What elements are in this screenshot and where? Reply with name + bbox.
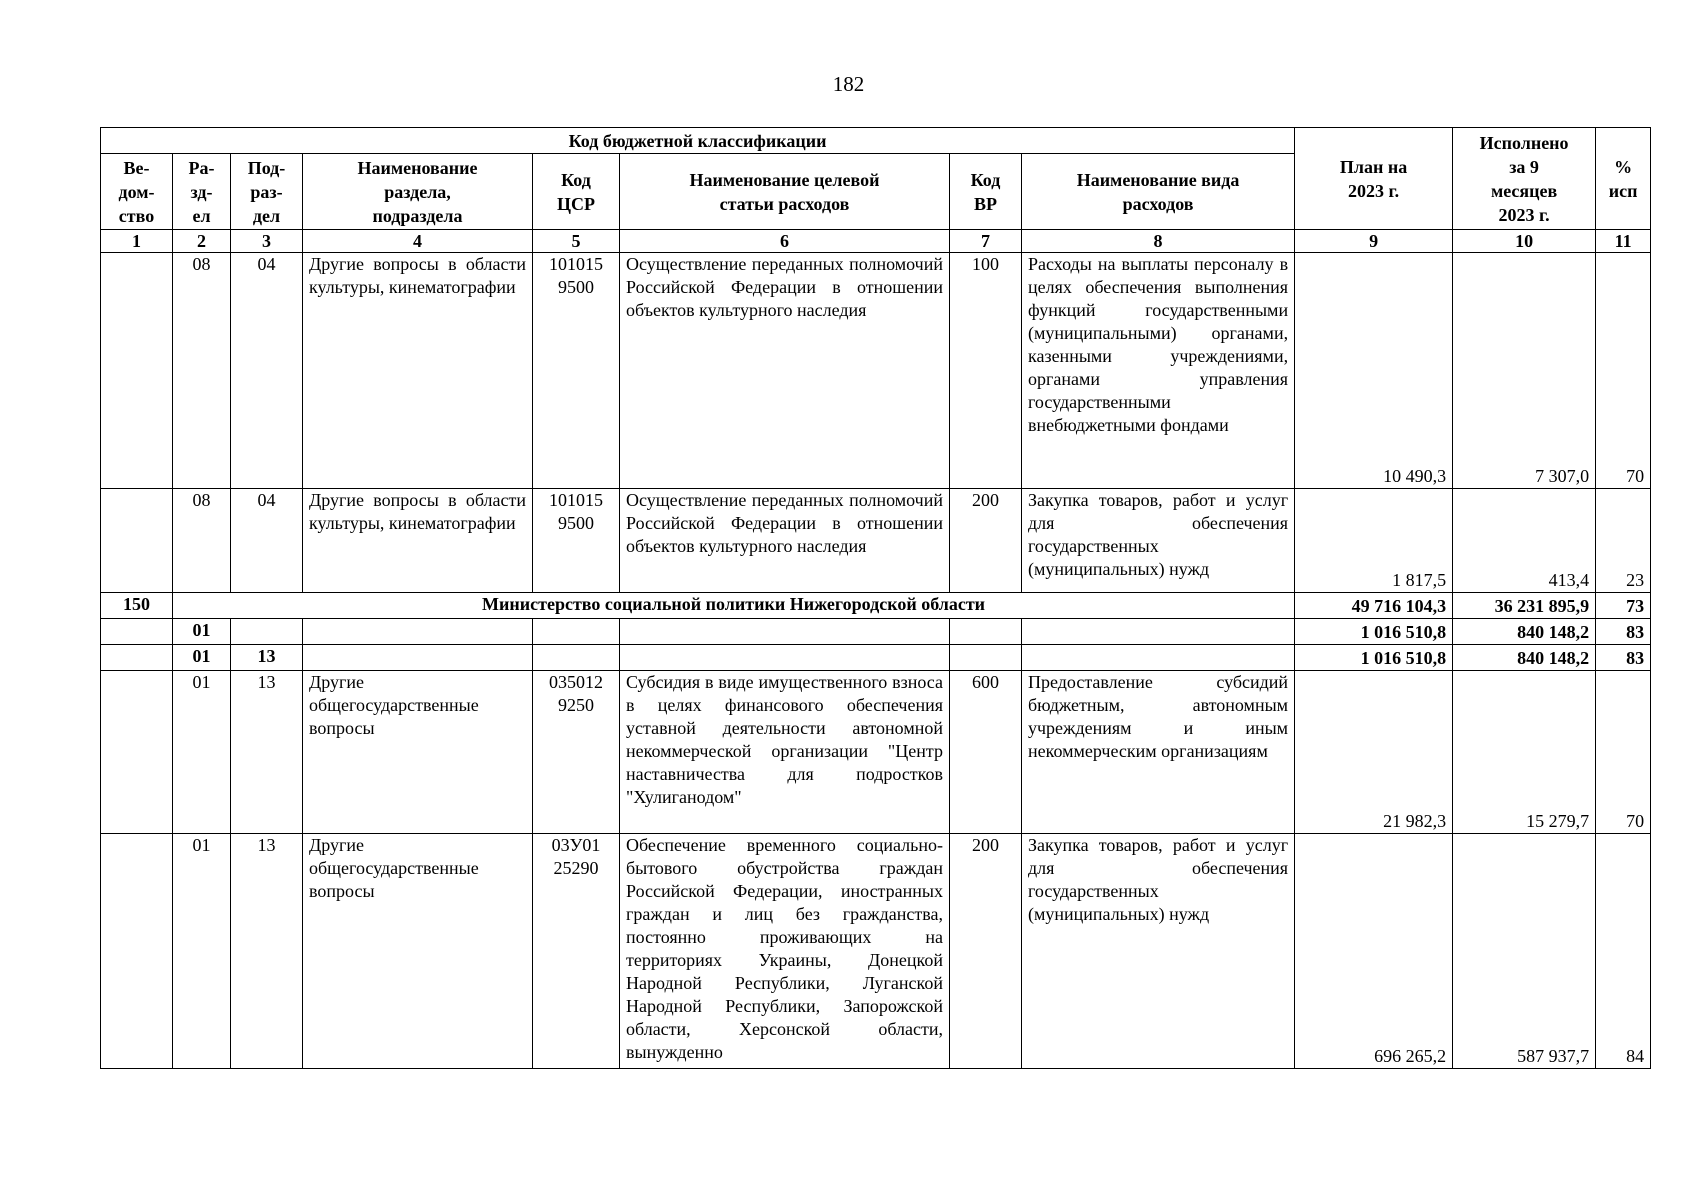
page-number: 182	[832, 72, 865, 96]
cell-target-name: Обеспечение временного социально-бытового обустройства граждан Российской Федерации, иностранных граждан и лиц без гражданства, постоянно проживающих на территориях Украины, Донецкой Народной Республики, Луганской Народной Республики, Запорожской области, Херсонской области, вынужденно	[620, 834, 950, 1069]
cell-department	[101, 834, 173, 1069]
cell-section-name: Другие вопросы в области культуры, кинематографии	[303, 489, 533, 593]
subsection-subtotal-row	[101, 645, 1651, 671]
cell-subsection: 13	[231, 671, 303, 834]
cell-section-name	[303, 645, 533, 671]
cell-csr: 03У01 25290	[533, 834, 620, 1069]
cell-vr-name: Расходы на выплаты персоналу в целях обеспечения выполнения функций государственными (муниципальными) органами, казенными учреждениями, органами управления государственными внебюджетными фондами	[1022, 253, 1295, 489]
cell-percent: 73	[1596, 593, 1651, 619]
column-number: 7	[950, 230, 1022, 253]
header-budget-classification: Код бюджетной классификации	[101, 128, 1295, 154]
cell-target-name: Осуществление переданных полномочий Российской Федерации в отношении объектов культурного наследия	[620, 489, 950, 593]
column-number: 9	[1295, 230, 1453, 253]
cell-csr: 101015 9500	[533, 253, 620, 489]
cell-vr: 200	[950, 834, 1022, 1069]
cell-executed: 840 148,2	[1453, 619, 1596, 645]
column-number: 10	[1453, 230, 1596, 253]
cell-plan: 21 982,3	[1295, 671, 1453, 834]
header-plan: План на 2023 г.	[1295, 128, 1453, 230]
cell-executed: 413,4	[1453, 489, 1596, 593]
cell-vr-name: Предоставление субсидий бюджетным, автономным учреждениям и иным некоммерческим организациям	[1022, 671, 1295, 834]
cell-section: 01	[173, 645, 231, 671]
cell-executed: 587 937,7	[1453, 834, 1596, 1069]
cell-section: 01	[173, 619, 231, 645]
cell-department	[101, 619, 173, 645]
column-number: 8	[1022, 230, 1295, 253]
cell-percent: 83	[1596, 645, 1651, 671]
cell-vr-name: Закупка товаров, работ и услуг для обеспечения государственных (муниципальных) нужд	[1022, 834, 1295, 1069]
cell-executed: 36 231 895,9	[1453, 593, 1596, 619]
cell-vr-name	[1022, 619, 1295, 645]
cell-vr-name: Закупка товаров, работ и услуг для обеспечения государственных (муниципальных) нужд	[1022, 489, 1295, 593]
cell-section-name: Другие вопросы в области культуры, кинематографии	[303, 253, 533, 489]
header-vr: Код ВР	[950, 154, 1022, 230]
cell-plan: 10 490,3	[1295, 253, 1453, 489]
header-vr-name: Наименование вида расходов	[1022, 154, 1295, 230]
column-number: 6	[620, 230, 950, 253]
cell-section-name: Другие общегосударственные вопросы	[303, 671, 533, 834]
cell-vr: 100	[950, 253, 1022, 489]
cell-percent: 84	[1596, 834, 1651, 1069]
cell-vr	[950, 619, 1022, 645]
cell-target-name	[620, 619, 950, 645]
header-csr: Код ЦСР	[533, 154, 620, 230]
cell-subsection	[231, 619, 303, 645]
cell-subsection: 04	[231, 253, 303, 489]
cell-target-name: Осуществление переданных полномочий Российской Федерации в отношении объектов культурного наследия	[620, 253, 950, 489]
table-row	[101, 253, 1651, 489]
cell-subsection: 13	[231, 645, 303, 671]
cell-vr-name	[1022, 645, 1295, 671]
cell-department	[101, 489, 173, 593]
column-number: 3	[231, 230, 303, 253]
column-number: 2	[173, 230, 231, 253]
cell-section-name: Другие общегосударственные вопросы	[303, 834, 533, 1069]
column-number: 11	[1596, 230, 1651, 253]
cell-department	[101, 253, 173, 489]
header-section-name: Наименование раздела, подраздела	[303, 154, 533, 230]
cell-percent: 70	[1596, 671, 1651, 834]
column-number: 4	[303, 230, 533, 253]
cell-csr	[533, 619, 620, 645]
cell-section: 01	[173, 671, 231, 834]
header-subsection: Под- раз- дел	[231, 154, 303, 230]
table-row	[101, 834, 1651, 1069]
header-department: Ве- дом- ство	[101, 154, 173, 230]
cell-plan: 1 817,5	[1295, 489, 1453, 593]
cell-plan: 696 265,2	[1295, 834, 1453, 1069]
ministry-name: Министерство социальной политики Нижегородской области	[173, 593, 1295, 619]
cell-executed: 15 279,7	[1453, 671, 1596, 834]
column-number-row	[101, 230, 1651, 253]
cell-percent: 83	[1596, 619, 1651, 645]
header-percent: % исп	[1596, 128, 1651, 230]
cell-percent: 70	[1596, 253, 1651, 489]
ministry-total-row	[101, 593, 1651, 619]
budget-execution-table	[100, 127, 1651, 1069]
cell-section: 01	[173, 834, 231, 1069]
cell-section: 08	[173, 489, 231, 593]
cell-department	[101, 645, 173, 671]
cell-percent: 23	[1596, 489, 1651, 593]
table-row	[101, 489, 1651, 593]
section-subtotal-row	[101, 619, 1651, 645]
cell-csr: 035012 9250	[533, 671, 620, 834]
cell-plan: 1 016 510,8	[1295, 619, 1453, 645]
cell-executed: 840 148,2	[1453, 645, 1596, 671]
cell-subsection: 13	[231, 834, 303, 1069]
cell-target-name: Субсидия в виде имущественного взноса в целях финансового обеспечения уставной деятельности автономной некоммерческой организации "Центр наставничества для подростков "Хулиганодом"	[620, 671, 950, 834]
cell-executed: 7 307,0	[1453, 253, 1596, 489]
cell-csr: 101015 9500	[533, 489, 620, 593]
cell-section: 08	[173, 253, 231, 489]
column-number: 5	[533, 230, 620, 253]
cell-target-name	[620, 645, 950, 671]
cell-section-name	[303, 619, 533, 645]
cell-department	[101, 671, 173, 834]
column-number: 1	[101, 230, 173, 253]
cell-plan: 1 016 510,8	[1295, 645, 1453, 671]
header-executed: Исполнено за 9 месяцев 2023 г.	[1453, 128, 1596, 230]
table-row	[101, 671, 1651, 834]
header-target-name: Наименование целевой статьи расходов	[620, 154, 950, 230]
cell-vr: 200	[950, 489, 1022, 593]
cell-subsection: 04	[231, 489, 303, 593]
cell-department: 150	[101, 593, 173, 619]
cell-vr: 600	[950, 671, 1022, 834]
cell-vr	[950, 645, 1022, 671]
header-section: Ра- зд- ел	[173, 154, 231, 230]
cell-csr	[533, 645, 620, 671]
cell-plan: 49 716 104,3	[1295, 593, 1453, 619]
